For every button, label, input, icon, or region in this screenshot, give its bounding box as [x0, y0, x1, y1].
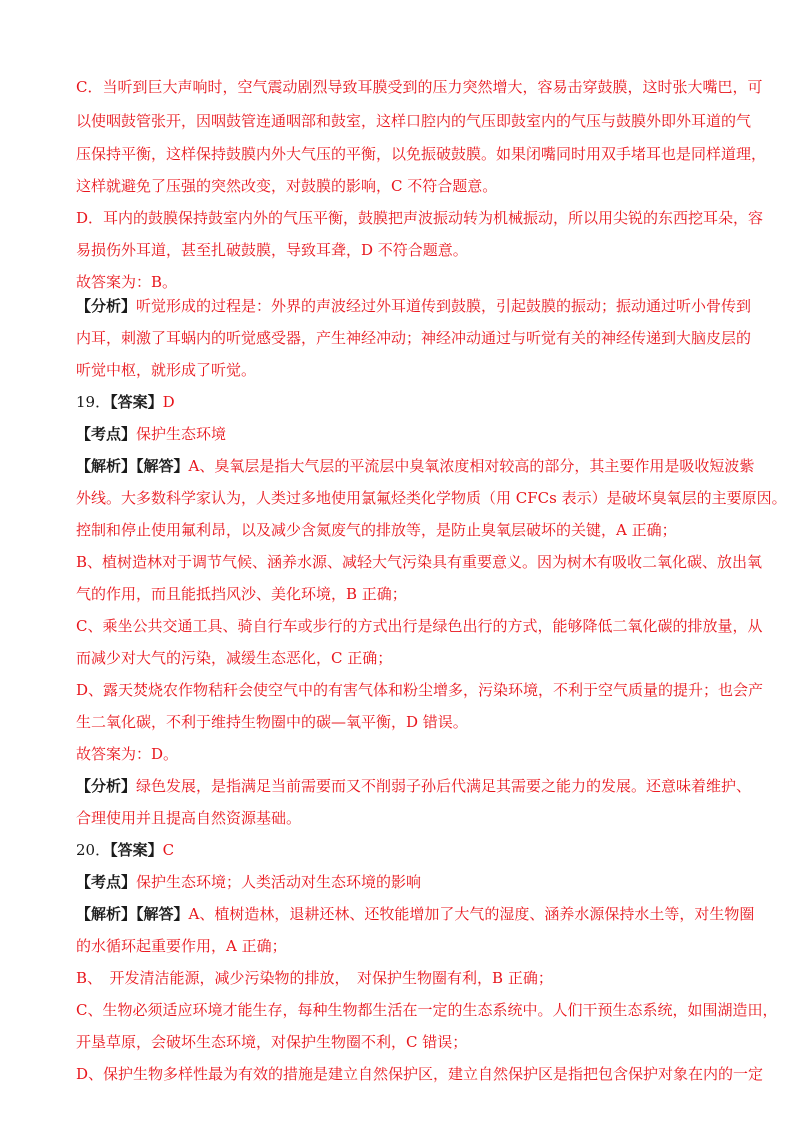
q20-topic: 保护生态环境；人类活动对生态环境的影响 [136, 873, 422, 891]
q18-conclusion: 故答案为：B。 [76, 273, 178, 291]
q20-option-d-line-1: D、保护生物多样性最为有效的措施是建立自然保护区，建立自然保护区是指把包含保护对象在内的一定 [76, 1065, 764, 1083]
q19-topic: 保护生态环境 [136, 425, 227, 443]
q19-option-a-text-1: A、臭氧层是指大气层的平流层中臭氧浓度相对较高的部分，其主要作用是吸收短波紫 [188, 457, 755, 475]
q18-option-d-line-2: 易损伤外耳道，甚至扎破鼓膜，导致耳聋，D 不符合题意。 [76, 241, 468, 259]
q20-answer-tag: 【答案】 [110, 841, 163, 859]
q19-option-b-line-1: B、植树造林对于调节气候、涵养水源、减轻大气污染具有重要意义。因为树木有吸收二氧化碳、放出氧 [76, 553, 763, 571]
q19-explain-tag: 【解析】【解答】 [76, 457, 189, 475]
q19-option-d-line-1: D、露天焚烧农作物秸秆会使空气中的有害气体和粉尘增多，污染环境，不利于空气质量的提升；也会产 [76, 681, 764, 699]
q19-analysis-line-1 [76, 776, 751, 796]
q20-option-c-line-1: C、生物必须适应环境才能生存，每种生物都生活在一定的生态系统中。人们干预生态系统，如围湖造田， [76, 1001, 778, 1019]
q20-number: 20． [76, 841, 111, 859]
q18-analysis-text-1: 听觉形成的过程是：外界的声波经过外耳道传到鼓膜，引起鼓膜的振动；振动通过听小骨传到 [136, 297, 752, 315]
q19-option-c-line-1: C、乘坐公共交通工具、骑自行车或步行的方式出行是绿色出行的方式，能够降低二氧化碳的排放量，从 [76, 617, 763, 635]
q18-option-d-line-1: D．耳内的鼓膜保持鼓室内外的气压平衡，鼓膜把声波振动转为机械振动，所以用尖锐的东西挖耳朵，容 [76, 209, 764, 227]
q19-option-c-line-2: 而减少对大气的污染，减缓生态恶化，C 正确； [76, 649, 393, 667]
q20-option-b-line-1: B、 开发清洁能源，减少污染物的排放， 对保护生物圈有利，B 正确； [76, 969, 553, 987]
q19-answer-line [76, 392, 175, 412]
q18-option-c-line-4: 这样就避免了压强的突然改变，对鼓膜的影响，C 不符合题意。 [76, 177, 498, 195]
q19-topic-line [76, 424, 226, 444]
q20-answer: C [162, 841, 175, 859]
q19-option-a-line-1 [76, 456, 754, 476]
q20-option-c-line-2: 开垦草原，会破坏生态环境，对保护生物圈不利，C 错误； [76, 1033, 468, 1051]
q19-option-d-line-2: 生二氧化碳，不利于维持生物圈中的碳—氧平衡，D 错误。 [76, 713, 468, 731]
q19-option-a-line-2: 外线。大多数科学家认为，人类过多地使用氯氟烃类化学物质（用 CFCs 表示）是破坏臭氧层的主要原因。 [76, 489, 787, 507]
q19-conclusion: 故答案为：D。 [76, 745, 179, 763]
q19-topic-tag: 【考点】 [76, 425, 137, 443]
q19-number: 19． [76, 393, 111, 411]
q20-answer-line [76, 840, 174, 860]
q20-topic-tag: 【考点】 [76, 873, 137, 891]
q19-answer-tag: 【答案】 [110, 393, 163, 411]
q19-analysis-text-1: 绿色发展，是指满足当前需要而又不削弱子孙后代满足其需要之能力的发展。还意味着维护、 [136, 777, 752, 795]
q18-option-c-line-3: 压保持平衡，这样保持鼓膜内外大气压的平衡，以免振破鼓膜。如果闭嘴同时用双手堵耳也是同样道理， [76, 145, 767, 163]
q20-option-a-line-1 [76, 904, 754, 924]
q19-analysis-line-2: 合理使用并且提高自然资源基础。 [76, 809, 302, 827]
q20-option-a-text-1: A、植树造林，退耕还林、还牧能增加了大气的湿度、涵养水源保持水土等，对生物圈 [188, 905, 755, 923]
q19-option-a-line-3: 控制和停止使用氟利昂，以及减少含氮废气的排放等，是防止臭氧层破坏的关键，A 正确； [76, 521, 677, 539]
q20-explain-tag: 【解析】【解答】 [76, 905, 189, 923]
q19-analysis-tag: 【分析】 [76, 777, 137, 795]
q19-option-b-line-2: 气的作用，而且能抵挡风沙、美化环境，B 正确； [76, 585, 407, 603]
q18-option-c-line-2: 以使咽鼓管张开，因咽鼓管连通咽部和鼓室，这样口腔内的气压即鼓室内的气压与鼓膜外即外耳道的气 [76, 112, 752, 130]
q20-option-a-line-2: 的水循环起重要作用，A 正确； [76, 937, 287, 955]
q18-analysis-line-1 [76, 296, 751, 316]
q18-analysis-line-3: 听觉中枢，就形成了听觉。 [76, 361, 257, 379]
q19-answer: D [162, 393, 175, 411]
q20-topic-line [76, 872, 421, 892]
q18-option-c-line-1: C．当听到巨大声响时，空气震动剧烈导致耳膜受到的压力突然增大，容易击穿鼓膜，这时张大嘴巴，可 [76, 78, 763, 96]
q18-analysis-line-2: 内耳，刺激了耳蜗内的听觉感受器，产生神经冲动；神经冲动通过与听觉有关的神经传递到大脑皮层的 [76, 329, 752, 347]
q18-analysis-tag: 【分析】 [76, 297, 137, 315]
